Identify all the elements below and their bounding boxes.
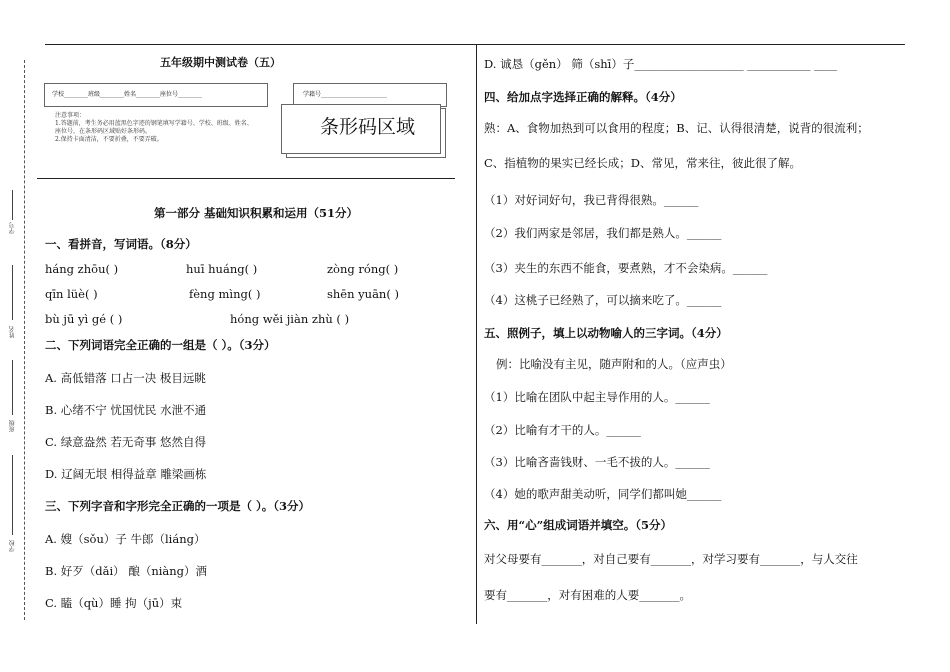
binding-blank <box>12 455 13 535</box>
fill-line: 要有_______，对有困难的人要_______。 <box>484 588 691 602</box>
notes-line: 座位号，在条形码区域贴好条形码。 <box>55 128 152 135</box>
definition-line: 熟：A、食物加热到可以食用的程度；B、记、认得很清楚，说背的很流利； <box>484 121 869 135</box>
option-b: B. 心绪不宁 忧国忧民 水泄不通 <box>45 403 207 417</box>
section3-title: 三、下列字音和字形完全正确的一项是（ ）。（3分） <box>45 499 311 513</box>
binding-blank <box>12 265 13 320</box>
question-item: （4）她的歌声甜美动听，同学们都叫她______ <box>484 487 722 501</box>
barcode-label: 条形码区域 <box>320 116 416 138</box>
question-item: （1）对好词好句，我已背得很熟。______ <box>484 193 699 207</box>
notes-line: 1.答题前，考生务必用蓝黑色字迹的钢笔填写学籍号、学校、班级、姓名、 <box>55 120 253 127</box>
binding-blank <box>12 360 13 415</box>
pinyin-item: shēn yuān( ) <box>327 287 399 301</box>
binding-margin-line <box>24 60 25 620</box>
section6-title: 六、用“心”组成词语并填空。（5分） <box>484 518 672 532</box>
binding-label-name: 姓名 <box>9 326 16 338</box>
exam-title: 五年级期中测试卷（五） <box>160 56 281 69</box>
pinyin-item: hóng wěi jiàn zhù ( ) <box>230 312 350 326</box>
section1-title: 一、看拼音，写词语。（8分） <box>45 237 197 251</box>
binding-label-class: 班级 <box>9 420 16 432</box>
fill-line: 对父母要有_______，对自己要有_______，对学习要有_______，与人交往 <box>484 552 858 566</box>
binding-label-school: 学校 <box>9 540 16 552</box>
example-line: 例：比喻没有主见，随声附和的人。（应声虫） <box>496 357 732 371</box>
option-c: C. 绿意盎然 若无奇事 悠然自得 <box>45 435 207 449</box>
option-d: D. 诚恳（gěn） 筛（shī）子___________________ ___________ ____ <box>484 57 838 71</box>
section2-title: 二、下列词语完全正确的一组是（ ）。（3分） <box>45 338 276 352</box>
option-b: B. 好歹（dǎi） 酿（niàng）酒 <box>45 564 208 578</box>
question-item: （2）比喻有才干的人。______ <box>484 423 641 437</box>
pinyin-item: háng zhōu( ) <box>45 262 119 276</box>
notes-line: 2.保持卡面清洁，不要折叠，不要弄破。 <box>55 136 163 143</box>
option-a: A. 高低错落 口占一决 极目远眺 <box>45 371 206 385</box>
notes-heading: 注意事项： <box>55 112 86 119</box>
top-rule <box>45 44 905 45</box>
header-rule <box>37 178 455 179</box>
pinyin-item: fèng mìng( ) <box>189 287 261 301</box>
pinyin-item: qīn lüè( ) <box>45 287 98 301</box>
question-item: （3）夹生的东西不能食，要煮熟，才不会染病。______ <box>484 261 768 275</box>
binding-label-student-no: 学号 <box>9 222 16 234</box>
section5-title: 五、照例子，填上以动物喻人的三字词。（4分） <box>484 326 728 340</box>
info-line: 学校________班级________姓名________座位号________ <box>52 91 203 98</box>
pinyin-item: zòng róng( ) <box>327 262 399 276</box>
pinyin-item: huī huáng( ) <box>186 262 258 276</box>
definition-line: C、指植物的果实已经长成；D、常见，常来往，彼此很了解。 <box>484 156 802 170</box>
option-a: A. 嫂（sǒu）子 牛郎（liáng） <box>45 532 206 546</box>
section4-title: 四、给加点字选择正确的解释。（4分） <box>484 90 682 104</box>
column-divider <box>476 44 477 624</box>
option-c: C. 瞌（qù）睡 拘（jū）束 <box>45 596 183 610</box>
question-item: （4）这桃子已经熟了，可以摘来吃了。______ <box>484 293 722 307</box>
pinyin-item: bù jū yì gé ( ) <box>45 312 123 326</box>
question-item: （2）我们两家是邻居，我们都是熟人。______ <box>484 226 722 240</box>
binding-blank <box>12 190 13 220</box>
question-item: （3）比喻吝啬钱财、一毛不拔的人。______ <box>484 455 710 469</box>
option-d: D. 辽阔无垠 相得益章 雕梁画栋 <box>45 467 207 481</box>
student-no-label: 学籍号______________________ <box>303 91 388 98</box>
part1-title: 第一部分 基础知识积累和运用（51分） <box>154 206 359 220</box>
question-item: （1）比喻在团队中起主导作用的人。______ <box>484 390 710 404</box>
